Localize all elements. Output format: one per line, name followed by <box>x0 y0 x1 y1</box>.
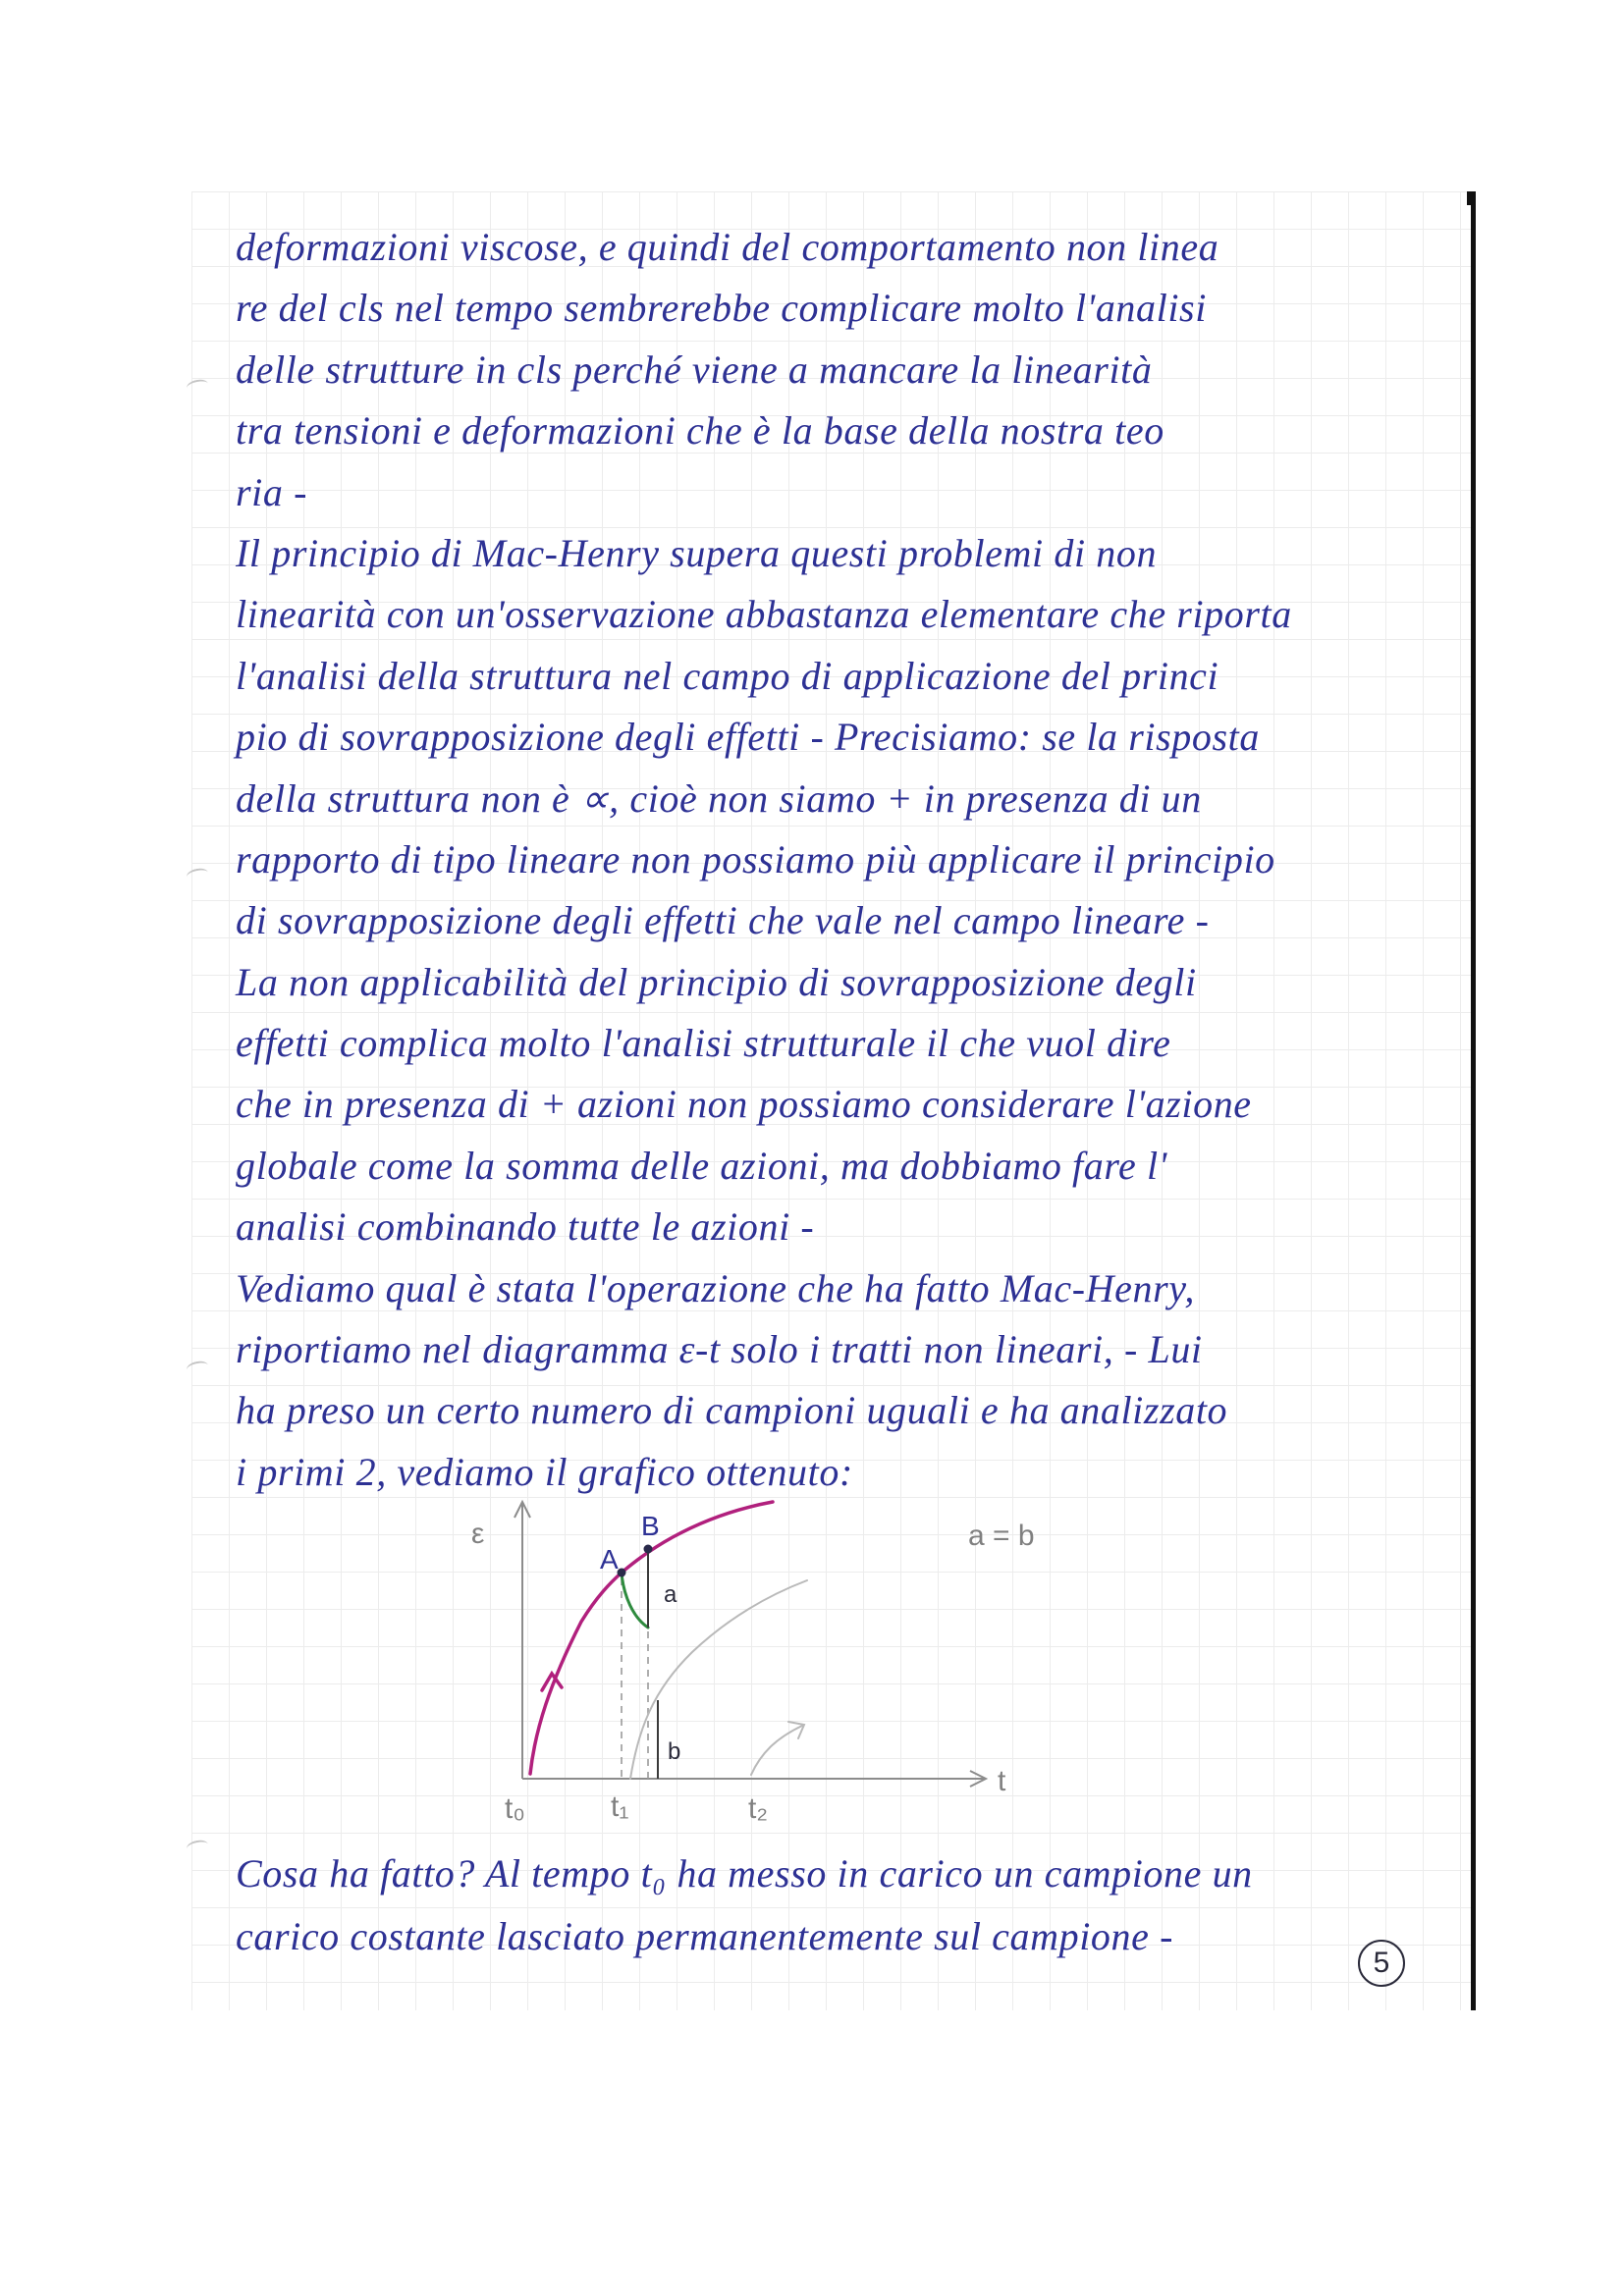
text-line: ha preso un certo numero di campioni uguali e ha analizzato <box>236 1388 1228 1433</box>
x-axis-label: t <box>998 1765 1006 1797</box>
point-b-label: B <box>641 1511 660 1541</box>
text-line: che in presenza di + azioni non possiamo considerare l'azione <box>236 1082 1252 1127</box>
text-line: pio di sovrapposizione degli effetti - Precisiamo: se la risposta <box>236 715 1260 760</box>
text-line: rapporto di tipo lineare non possiamo più applicare il principio <box>236 836 1275 881</box>
y-axis-label: ε <box>471 1518 485 1550</box>
text-line: Vediamo qual è stata l'operazione che ha fatto Mac-Henry, <box>236 1265 1196 1310</box>
point-a-label: A <box>600 1544 619 1575</box>
point-b-marker <box>644 1545 653 1554</box>
t2-label: t₂ <box>748 1792 768 1825</box>
equality-label: a = b <box>968 1520 1035 1552</box>
text-line: La non applicabilità del principio di sovrapposizione degli <box>236 959 1197 1004</box>
text-line: linearità con un'osservazione abbastanza elementare che riporta <box>236 592 1292 637</box>
handwritten-text-after-figure <box>236 1842 1453 1968</box>
text-line: carico costante lasciato permanentemente sul campione - <box>236 1914 1173 1958</box>
right-margin-rule-cap <box>1467 191 1476 205</box>
third-specimen-curve <box>751 1726 802 1775</box>
text-line: deformazioni viscose, e quindi del comportamento non linea <box>236 225 1219 269</box>
text-line: tra tensioni e deformazioni che è la base della nostra teo <box>236 408 1164 454</box>
text-line: Cosa ha fatto? Al tempo t₀ ha messo in carico un campione un <box>236 1851 1253 1896</box>
text-line: Il principio di Mac-Henry supera questi problemi di non <box>236 530 1158 575</box>
segment-b-label: b <box>668 1738 681 1765</box>
text-line: l'analisi della struttura nel campo di applicazione del princi <box>236 653 1219 698</box>
segment-a-label: a <box>664 1581 677 1608</box>
page-number-circle: 5 <box>1358 1940 1405 1987</box>
text-line: effetti complica molto l'analisi strutturale il che vuol dire <box>236 1021 1171 1066</box>
point-a-marker <box>618 1569 626 1577</box>
strain-time-diagram <box>442 1472 1070 1836</box>
text-line: di sovrapposizione degli effetti che vale nel campo lineare - <box>236 898 1210 943</box>
first-specimen-creep-curve <box>530 1502 773 1774</box>
text-line: i primi 2, vediamo il grafico ottenuto: <box>236 1449 853 1494</box>
recovery-curve <box>622 1573 648 1628</box>
text-line: re del cls nel tempo sembrerebbe complicare molto l'analisi <box>236 286 1207 331</box>
third-specimen-curve-arrow <box>788 1722 804 1738</box>
right-margin-rule <box>1471 191 1476 2010</box>
t1-label: t₁ <box>611 1790 629 1823</box>
text-line: riportiamo nel diagramma ε-t solo i tratti non lineari, - Lui <box>236 1327 1203 1372</box>
handwritten-text-before-figure <box>236 217 1453 1503</box>
text-line: analisi combinando tutte le azioni - <box>236 1204 815 1250</box>
text-line: delle strutture in cls perché viene a mancare la linearità <box>236 347 1153 392</box>
text-line: ria - <box>236 469 307 514</box>
text-line: della struttura non è ∝, cioè non siamo + in presenza di un <box>236 775 1202 821</box>
text-line: globale come la somma delle azioni, ma dobbiamo fare l' <box>236 1143 1167 1188</box>
t0-label: t₀ <box>505 1792 525 1825</box>
